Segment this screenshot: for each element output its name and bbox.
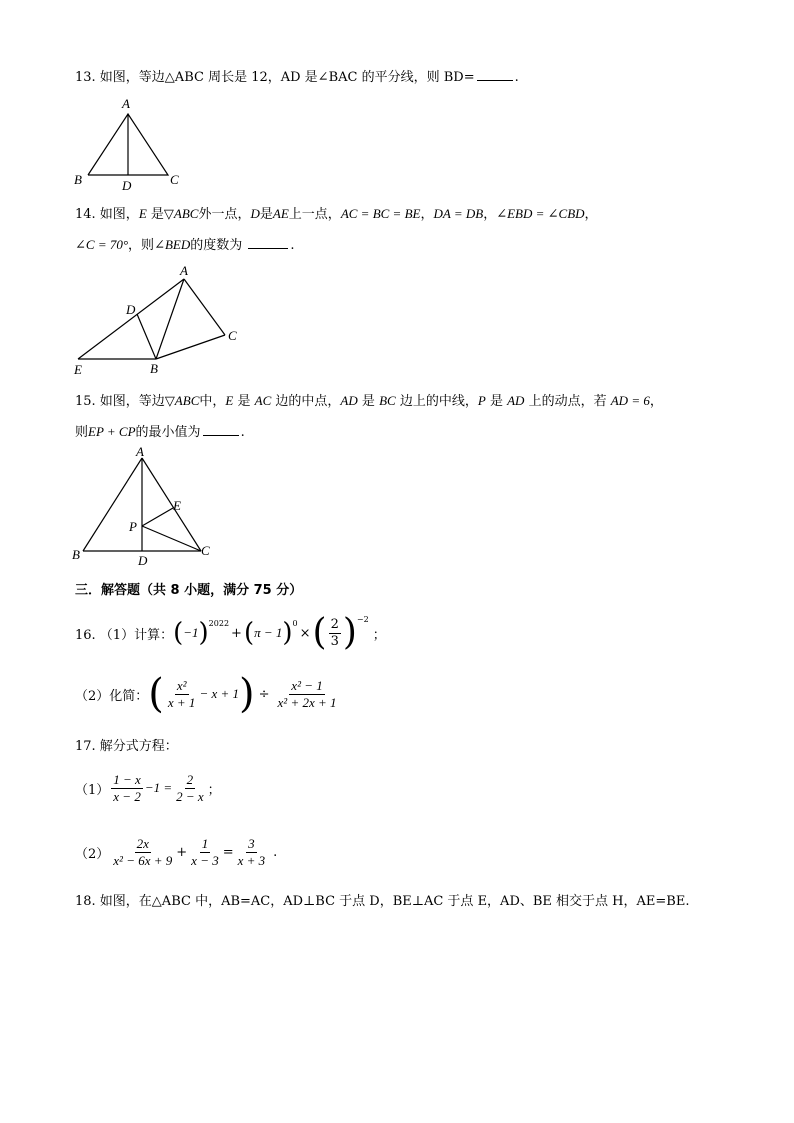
q17-eq2-eq: = — [222, 844, 234, 860]
q15-period: . — [240, 425, 245, 440]
q17-eq2-label: （2） — [75, 846, 110, 862]
q15-label-e: E — [173, 498, 181, 513]
q14-degree: 的度数为 — [190, 238, 243, 253]
q14-e: E — [138, 206, 147, 221]
q14-segment-bc — [156, 335, 225, 359]
numerator: 1 − x — [113, 771, 141, 787]
q14-period: . — [290, 238, 295, 253]
q17-title: 17. 解分式方程： — [75, 739, 178, 754]
q13-label-a: A — [122, 96, 130, 111]
denominator: x + 1 — [167, 694, 196, 710]
q16-exp3: −2 — [356, 615, 369, 624]
q14-label-d: D — [126, 302, 136, 317]
q14-outside: 外一点， — [198, 207, 251, 222]
q17-eq2-end: . — [273, 844, 278, 860]
paren: ( — [148, 671, 164, 717]
q13-label-b: B — [74, 172, 82, 187]
q13-text — [75, 66, 519, 85]
q15-segment-pe — [142, 508, 173, 526]
q15-label-a: A — [136, 445, 144, 459]
q14-angle-bed: ∠BED — [154, 237, 191, 252]
q15-ac: AC — [254, 393, 272, 408]
q15-moving: 上的动点，若 — [528, 394, 607, 409]
denominator: x + 3 — [237, 852, 266, 868]
q14-d: D — [250, 206, 260, 221]
q16-exp1: 2022 — [208, 619, 230, 628]
q15-ad: AD — [340, 393, 358, 408]
paren: ) — [239, 671, 255, 717]
q15-label-p: P — [129, 519, 137, 534]
q14-sep3: ， — [584, 207, 598, 222]
q14-triangle-abc: ▽ABC — [163, 206, 199, 221]
q17-eq2-frac2 — [189, 836, 221, 869]
q15-min: 的最小值为 — [135, 425, 201, 440]
q16-part2 — [75, 671, 341, 717]
q14-eq1: AC = BC = BE — [340, 206, 421, 221]
q16-div: ÷ — [258, 686, 270, 702]
q14-on: 上一点， — [288, 207, 341, 222]
q15-segment-pc — [142, 526, 201, 551]
q15-condition: AD = 6 — [610, 393, 650, 408]
numerator: 2 — [330, 616, 339, 632]
q15-then: 则 — [75, 425, 89, 440]
denominator: 3 — [330, 633, 339, 649]
q13-label-c: C — [170, 172, 179, 187]
q15-in: 中， — [199, 394, 226, 409]
paren: ) — [282, 618, 293, 648]
q14-prefix: 14. 如图， — [75, 207, 139, 222]
section-heading: 三．解答题（共 8 小题，满分 75 分） — [75, 583, 303, 598]
denominator: x − 2 — [113, 788, 141, 804]
q14-shi2: 是 — [259, 207, 273, 222]
q15-p: P — [477, 393, 486, 408]
q17-eq1-label: （1） — [75, 782, 110, 798]
answer-blank — [203, 423, 239, 436]
q14-label-e: E — [74, 362, 82, 377]
q17-eq2 — [75, 830, 277, 874]
q17-eq2-frac1 — [111, 836, 174, 869]
q17-eq2-frac3 — [236, 836, 268, 869]
q13-label-d: D — [122, 178, 132, 193]
q15-label-b: B — [72, 547, 80, 562]
q16-exp2: 0 — [292, 619, 298, 628]
q14-sep1: ， — [420, 207, 434, 222]
q13-period: . — [514, 70, 519, 85]
q14-segment-ac — [184, 279, 225, 335]
q15-expression: EP + CP — [88, 424, 136, 439]
numerator: 3 — [248, 835, 255, 851]
paren: ) — [342, 612, 357, 653]
q14-line2 — [75, 234, 295, 253]
q17-eq1-frac2 — [174, 772, 206, 805]
q15-midpoint: 边的中点， — [275, 394, 341, 409]
q14-sep2: ， — [483, 207, 497, 222]
q15-label-c: C — [201, 543, 210, 558]
q14-line1 — [75, 203, 598, 222]
paren: ) — [198, 618, 209, 648]
q14-then: ，则 — [128, 238, 155, 253]
q15-shi2: 是 — [361, 394, 375, 409]
q14-shi: 是 — [150, 207, 164, 222]
q15-segment-ac — [142, 458, 201, 551]
q16-fraction — [329, 617, 341, 650]
q14-label-b: B — [150, 361, 158, 376]
q16-plus: + — [231, 625, 242, 641]
paren: ( — [312, 612, 327, 653]
q17-eq1-frac1 — [111, 772, 143, 805]
q14-figure — [70, 262, 250, 380]
q16-frac2 — [276, 678, 339, 711]
q14-segment-ab — [156, 279, 184, 359]
q15-line1 — [75, 390, 663, 409]
q13-stem: 13. 如图，等边△ABC 周长是 12，AD 是∠BAC 的平分线，则 BD= — [75, 70, 475, 85]
denominator: 2 − x — [176, 788, 204, 804]
q16-base2: π − 1 — [254, 625, 283, 640]
numerator: 2x — [136, 835, 149, 851]
q16-end: ； — [372, 627, 386, 643]
numerator: x² — [176, 677, 187, 693]
q14-angle-c: ∠C = 70° — [75, 237, 129, 252]
q16-part1-label: 16. （1）计算： — [75, 627, 174, 643]
paren: ( — [243, 618, 255, 648]
q15-e: E — [225, 393, 234, 408]
q17-eq1-mid: −1 = — [144, 780, 173, 795]
q15-shi3: 是 — [489, 394, 503, 409]
answer-blank — [248, 236, 288, 249]
q15-ad2: AD — [507, 393, 525, 408]
q15-prefix: 15. 如图，等边 — [75, 394, 165, 409]
q16-part1 — [75, 613, 386, 653]
q14-label-a: A — [180, 263, 188, 278]
q15-median: 边上的中线， — [399, 394, 478, 409]
q14-segment-db — [137, 314, 156, 359]
q15-segment-ab — [83, 458, 142, 551]
q17-eq1 — [75, 768, 221, 808]
q16-frac1 — [166, 678, 198, 711]
q14-label-c: C — [228, 328, 237, 343]
q17-eq1-end: ； — [207, 782, 221, 798]
q16-times: × — [299, 625, 311, 641]
q16-mid: − x + 1 — [199, 686, 240, 701]
q14-segment-ea — [78, 279, 184, 359]
q17-eq2-plus: + — [176, 844, 188, 860]
q15-comma: ， — [649, 394, 663, 409]
answer-blank — [477, 68, 513, 81]
q15-bc: BC — [379, 393, 396, 408]
q15-triangle-abc: ▽ABC — [164, 393, 200, 408]
q18-text: 18. 如图，在△ABC 中，AB=AC，AD⊥BC 于点 D，BE⊥AC 于点 E，AD、BE 相交于点 H，AE=BE. — [75, 894, 690, 909]
numerator: 1 — [201, 835, 209, 851]
q14-eq3: ∠EBD = ∠CBD — [496, 206, 585, 221]
q15-figure — [70, 445, 220, 570]
q15-label-d: D — [138, 553, 148, 568]
q15-shi: 是 — [237, 394, 251, 409]
denominator: x² + 2x + 1 — [277, 694, 337, 710]
q15-line2 — [75, 421, 245, 440]
q14-ae: AE — [272, 206, 289, 221]
q14-eq2: DA = DB — [433, 206, 484, 221]
numerator: x² − 1 — [291, 677, 323, 693]
q13-figure — [70, 94, 190, 194]
paren: ( — [173, 618, 184, 648]
denominator: x − 3 — [191, 852, 219, 868]
numerator: 2 — [186, 771, 194, 787]
q16-part2-label: （2）化简： — [75, 688, 149, 704]
denominator: x² − 6x + 9 — [113, 852, 173, 868]
q16-base1: −1 — [183, 625, 199, 640]
